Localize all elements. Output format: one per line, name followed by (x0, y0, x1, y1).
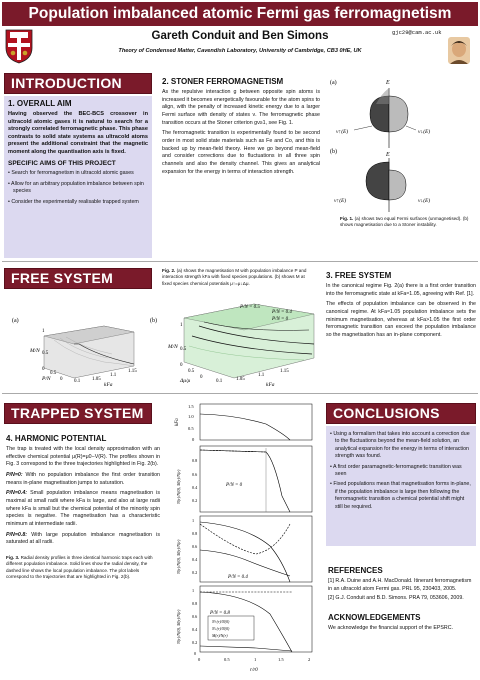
fig3-p3-tick-02: 0.2 (192, 640, 198, 645)
sec4-title: 4. HARMONIC POTENTIAL (6, 434, 107, 443)
fig3-p3-tick-08: 0.8 (192, 601, 198, 606)
fig2b-tick-k-4: 1.15 (280, 369, 289, 374)
fig2a-axis-m: M/N (30, 348, 40, 354)
fig3-p3-tick-0: 0 (194, 651, 197, 656)
fig3-p1-tick-04: 0.4 (192, 485, 198, 490)
fig2b-tick-k-3: 1.1 (258, 373, 265, 378)
references-section (328, 566, 476, 633)
fig2a-tick-k-3: 1.1 (110, 373, 117, 378)
fig3-x-tick-2: 2 (308, 657, 311, 662)
figure-3-radial-profiles (166, 400, 316, 678)
fig3-plot-label-pn08: P/N = 0.8 (210, 611, 230, 616)
fig2b-tick-p-05: 0.5 (188, 369, 195, 374)
fig3-p3-tick-04: 0.4 (192, 627, 198, 632)
sec4-para-1: The trap is treated with the local density approximation with an effective chemical potential μ(R)=μ0−V(R). The profiles shown in Fig. 3 correspond to the three trajectories highlighted in Fig. 2(b). (6, 446, 160, 468)
fig2a-tick-p-05: 0.5 (50, 371, 57, 376)
reference-1: [1] R.A. Duine and A.H. MacDonald. Itinerant ferromagnetism in an ultracold atom Fermi gas. PRL 95, 230403, 2005. (328, 578, 472, 592)
fig2a-tick-k-2: 1.05 (92, 377, 101, 382)
acknowledgements-text: We acknowledge the financial support of the EPSRC. (328, 625, 454, 632)
fig2a-tick-y-0: 0 (42, 367, 45, 372)
fig2b-surface (184, 304, 314, 378)
fig3-x-tick-0: 0 (198, 657, 201, 662)
fig2a-tick-k-1: 0.1 (74, 379, 81, 384)
fig3-x-tick-05: 0.5 (224, 657, 230, 662)
fig2a-label: (a) (12, 318, 19, 324)
poster-title: Population imbalanced atomic Fermi gas ferromagnetism (2, 2, 478, 26)
figure-1-fermi-surfaces (326, 74, 476, 214)
section-header-trapped-system: TRAPPED SYSTEM (11, 405, 144, 421)
fig1b-nu-down: ν↓(E) (418, 198, 431, 204)
author-photo (448, 37, 470, 64)
fig3-caption-label: Fig. 3. (6, 555, 20, 561)
sec4-p2-text: With no population imbalance the first order transition means in-plane magnetisation jumps to saturation. (6, 472, 160, 486)
stoner-para-2: The ferromagnetic transition is experimentally found to be second order in most solid state materials such as Fe and Co, and this is backed up by mean-field theory. Here we go beyond mean-field and consider corrections due to fluctuations in all three spin channels and also the density channel. This gives an analytical expansion for the energy in terms of interaction strength. (162, 130, 320, 175)
fig2b-tick-k-2: 1.05 (236, 377, 245, 382)
fig3-p2-tick-08: 0.8 (192, 531, 198, 536)
aim-bullet-2: • Allow for an arbitrary population imbalance between spin species (8, 180, 144, 195)
fig3-p3-tick-1: 1 (192, 588, 195, 593)
acknowledgements-title: ACKNOWLEDGEMENTS (328, 613, 421, 623)
fig3-p2-tick-06: 0.6 (192, 544, 198, 549)
sec4-p3-lead: P/N=0.4: (6, 490, 28, 497)
overall-aim-title: 1. OVERALL AIM (8, 99, 72, 108)
stoner-para-1: As the repulsive interaction g between opposite spin atoms is increased it becomes energetically favourable for the atom spins to align, with the penalty of increased kinetic energy due to a larger Fermi surface with density of states ν. The ferromagnetic phase transition occurs at the Stoner criterion gν≥1, see Fig. 1. (162, 89, 320, 126)
authors: Gareth Conduit and Ben Simons (151, 30, 329, 42)
fig2a-tick-k-4: 1.15 (128, 369, 137, 374)
fig3-top-tick-15: 1.5 (188, 404, 194, 409)
fig3-caption-text: Radial density profiles in three identical harmonic traps each with different population imbalance. Solid lines show the radial density, the dashed line shows the local population imbalance. The plot labels correspond to the trajectories that are highlighted in Fig. 2(b). (6, 555, 153, 580)
fig2-caption-text: (a) shows the magnetisation M with population imbalance P and interaction strength kFa with fixed species populations. (b) shows M at fixed species chemical potentials μ↑=μ↓Δμ. (162, 268, 307, 286)
sec3-para-1: In the canonical regime Fig. 2(a) there is a first order transition into the ferromagnetic state at kFa≈1.05, agreeing with Ref. [1]. (326, 283, 476, 297)
fig3-top-tick-05: 0.5 (188, 426, 194, 431)
stoner-section (162, 77, 320, 176)
fig3-p1-tick-02: 0.2 (192, 498, 198, 503)
aim-bullet-3: • Consider the experimentally realisable trapped system (8, 198, 139, 205)
free-system-section-3 (326, 271, 476, 340)
fig3-top-ylabel: kFa (175, 418, 180, 426)
fig2b-curve-label-0: P/N = 0 (272, 317, 289, 322)
sec4-p3-text: Small population imbalance means magnetisation is maximal at small radii where kFa is large, and also at large radii where kFa is small but the chemical potential of the minority spin species is negative. The magnetisation has a characteristic minimum at intermediate radii. (6, 490, 160, 528)
fig3-p1-tick-08: 0.8 (192, 458, 198, 463)
fig1-label-a: (a) (330, 80, 337, 86)
fig3-plot2-ylabel: N(r)/N(0), M(r)/N(r) (176, 539, 181, 574)
fig2b-axis-kfa: kFa (266, 382, 275, 388)
figure-3-caption (6, 555, 160, 581)
fig2a-surface (44, 326, 134, 378)
conclusion-bullet-3: • Fixed populations mean that magnetisation forms in-plane, if the population imbalance is large then following the ferromagnetic transition a chemical potential shift might still be required. (330, 481, 471, 510)
sec4-para-3 (6, 490, 160, 528)
fig2b-label: (b) (150, 318, 157, 324)
fig1a-nu-down: ν↓(E) (418, 129, 431, 135)
fig2a-tick-y-1: 1 (42, 329, 45, 334)
fig2-caption-label: Fig. 2. (162, 268, 176, 273)
specific-aims-title: SPECIFIC AIMS OF THIS PROJECT (8, 160, 116, 168)
fig3-legend-down: N↓(r)/N(0) (212, 626, 230, 631)
section-header-free-system: FREE SYSTEM (11, 270, 114, 286)
fig3-plot-label-pn04: P/N = 0.4 (228, 575, 248, 580)
fig3-p2-tick-02: 0.2 (192, 570, 198, 575)
fig3-x-tick-15: 1.5 (278, 657, 284, 662)
stoner-title: 2. STONER FERROMAGNETISM (162, 77, 284, 86)
fig3-legend-m: M(r)/N(r) (212, 633, 228, 638)
fig3-plot1-ylabel: N(r)/N(0), M(r)/N(r) (176, 469, 181, 504)
sec4-para-2 (6, 472, 160, 487)
fig2b-axis-dmu: Δμ/μ (180, 378, 191, 384)
fig2b-axis-m: M/N (168, 344, 178, 350)
email[interactable]: gjc29@cam.ac.uk (392, 29, 442, 36)
aim-bullet-1: • Search for ferromagnetism in ultracold atomic gases (8, 170, 134, 177)
section-header-introduction: INTRODUCTION (11, 75, 122, 91)
fig3-x-tick-1: 1 (254, 657, 257, 662)
figure-1-caption (340, 216, 474, 229)
reference-2: [2] G.J. Conduit and B.D. Simons. PRA 79, 053606, 2009. (328, 595, 464, 602)
fig3-plot-pn0 (200, 446, 312, 512)
fig3-plot-label-pn0: P/N = 0 (226, 483, 243, 488)
fig2a-axis-p: P/N (42, 376, 51, 382)
intro-panel (4, 96, 152, 258)
fig2b-tick-y-05: 0.5 (180, 347, 187, 352)
sec4-p4-lead: P/N=0.8: (6, 531, 28, 538)
fig3-top-tick-10: 1.0 (188, 414, 194, 419)
fig2b-tick-y-1: 1 (180, 323, 183, 328)
conclusions-panel (326, 426, 476, 546)
fig3-x-label: r/r0 (250, 668, 258, 673)
sec4-p2-lead: P/N=0: (6, 472, 23, 479)
conclusion-bullet-1: • Using a formalism that takes into account a correction due to the fluctuations beyond the mean-field solution, an analytical expansion for the energy in terms of interaction strength was found. (330, 431, 470, 460)
fig2a-tick-p-0: 0 (60, 377, 63, 382)
fig2b-curve-label-05: P/N = 0.5 (240, 305, 260, 310)
fig1a-axis-e: E (386, 80, 390, 86)
fig2b-tick-p-0: 0 (200, 375, 203, 380)
trapped-section-text (6, 434, 160, 581)
fig2b-tick-y-0: 0 (180, 363, 183, 368)
affiliation: Theory of Condensed Matter, Cavendish Laboratory, University of Cambridge, CB3 0HE, UK (118, 48, 362, 54)
university-crest-icon (4, 28, 34, 64)
fig1b-axis-e: E (386, 152, 390, 158)
conclusion-bullet-2: • A first order paramagnetic-ferromagnetic transition was seen (330, 463, 462, 478)
figure-2-caption (162, 268, 312, 287)
fig3-plot3-ylabel: N(r)/N(0), M(r)/N(r) (176, 609, 181, 644)
fig3-p2-tick-04: 0.4 (192, 557, 198, 562)
fig3-legend-up: N↑(r)/N(0) (212, 619, 230, 624)
fig3-p3-tick-06: 0.6 (192, 614, 198, 619)
figure-2-plots (4, 296, 320, 388)
fig3-top-tick-0: 0 (192, 437, 195, 442)
fig2a-tick-y-05: 0.5 (42, 351, 49, 356)
fig2b-curve-label-04: P/N = 0.4 (272, 310, 292, 315)
fig1-label-b: (b) (330, 149, 337, 155)
references-title: REFERENCES (328, 566, 383, 575)
fig1-caption-label: Fig. 1. (340, 216, 354, 221)
fig1-caption-text: (a) shows two equal Fermi surfaces (unmagnetised). (b) shows magnetisation due to a Stoner instability. (340, 216, 469, 228)
fig2b-tick-k-1: 0.1 (216, 379, 223, 384)
fig1a-nu-up: ν↑(E) (336, 129, 349, 135)
fig3-p1-tick-06: 0.6 (192, 472, 198, 477)
fig2a-axis-kfa: kFa (104, 382, 113, 388)
section-header-conclusions: CONCLUSIONS (333, 405, 440, 421)
fig3-p2-tick-1: 1 (192, 518, 195, 523)
sec3-title: 3. FREE SYSTEM (326, 271, 392, 280)
divider-2 (2, 393, 478, 394)
fig3-plot-pn04 (200, 516, 312, 582)
fig1b-nu-up: ν↑(E) (334, 198, 347, 204)
sec4-p4-text: With large population imbalance magnetisation is saturated at all radii. (6, 531, 160, 546)
sec4-para-4 (6, 532, 160, 547)
sec3-para-2: The effects of population imbalance can be observed in the canonical regime. At kFa≈1.05 population imbalance sets the minimum magnetisation, whereas at kFa>1.05 the first order ferromagnetic transition can exceed the population imbalance so the magnetisation has an in-plane component. (326, 301, 476, 339)
overall-aim-text: Having observed the BEC-BCS crossover in ultracold atomic gases it is natural to search for a strongly correlated ferromagnetic phase. This phase contrasts to solid state systems as ultracold atoms present the additional constraint that the magnetic moment along the quantisation axis is fixed. (8, 111, 148, 155)
divider-1 (2, 261, 478, 262)
